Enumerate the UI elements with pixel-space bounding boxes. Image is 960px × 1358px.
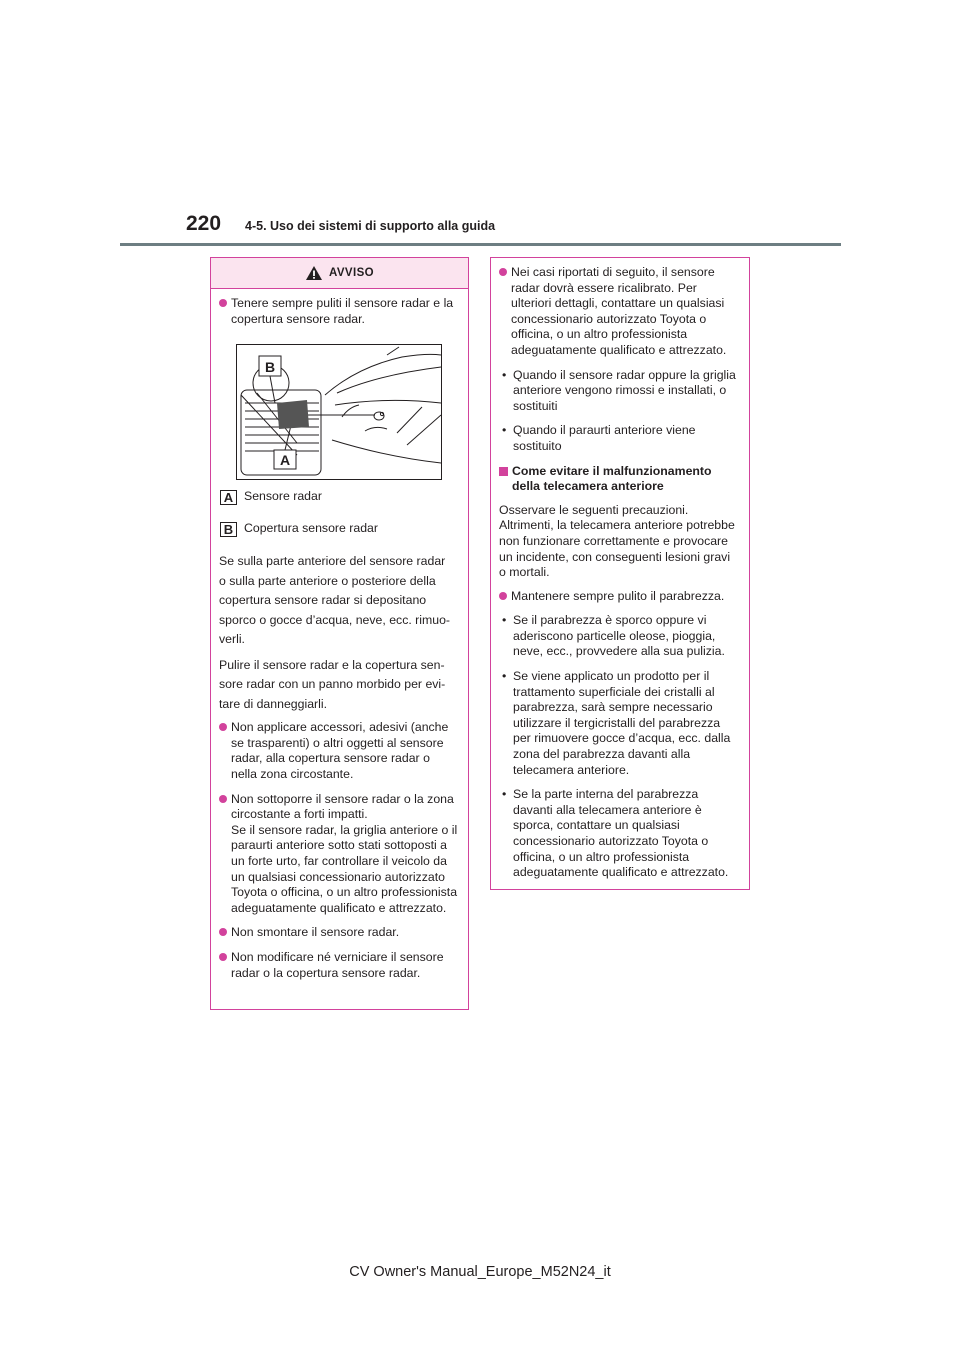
text-line: sore radar con un panno morbido per evi- bbox=[219, 677, 446, 692]
list-item: Nei casi riportati di seguito, il sensore radar dovrà essere ricalibrato. Per ulteriori dettagli, contattare un qualsiasi concessionario autorizzato Toyota o officina, o un altro professionista adeguatamente qualificato e attrezzato. bbox=[499, 265, 740, 359]
text-line: Se sulla parte anteriore del sensore radar bbox=[219, 554, 446, 569]
text-line: tare di danneggiarli. bbox=[219, 696, 328, 711]
subsection-heading: Come evitare il malfunzionamento della telecamera anteriore bbox=[499, 464, 740, 495]
callout-text-a: Sensore radar bbox=[244, 489, 322, 504]
list-item: Non applicare accessori, adesivi (anche se trasparenti) o altri oggetti al sensore radar, alla copertura sensore radar o nella zona circostante. bbox=[219, 720, 459, 782]
list-item: Non smontare il sensore radar. bbox=[219, 925, 459, 941]
warning-box bbox=[210, 257, 469, 1010]
warning-content-left bbox=[211, 289, 468, 996]
text-line: Se il sensore radar, la griglia anteriore o il paraurti anteriore sotto stati sottoposti a un forte urto, far controllare il veicolo da un qualsiasi concessionario autorizzato Toyota o officina, o un altro professionista adeguatamente qualificato e attrezzato. bbox=[231, 822, 458, 915]
warning-box-continued bbox=[490, 257, 750, 890]
list-item: • Se il parabrezza è sporco oppure vi aderiscono particelle oleose, pioggia, neve, ecc., provvedere alla sua pulizia. bbox=[499, 613, 740, 660]
callout-b bbox=[220, 520, 459, 538]
paragraph: Osservare le seguenti precauzioni. Altrimenti, la telecamera anteriore potrebbe non funzionare correttamente e provocare un incidente, con conseguenti lesioni gravi o mortali. bbox=[499, 502, 735, 580]
warning-content-right bbox=[491, 258, 749, 896]
list-item: • Quando il paraurti anteriore viene sostituito bbox=[499, 423, 740, 454]
text-line: copertura sensore radar si depositano bbox=[219, 593, 427, 608]
paragraph bbox=[219, 656, 459, 715]
list-item: Non modificare né verniciare il sensore radar o la copertura sensore radar. bbox=[219, 950, 459, 981]
list-item bbox=[219, 792, 459, 917]
text-line: verli. bbox=[219, 632, 245, 647]
callout-text-b: Copertura sensore radar bbox=[244, 521, 378, 536]
callout-badge-b: B bbox=[220, 522, 237, 537]
text-line: o sulla parte anteriore o posteriore della bbox=[219, 573, 436, 588]
warning-header bbox=[211, 258, 468, 289]
figure-label-b: B bbox=[264, 359, 276, 376]
callout-a bbox=[220, 488, 459, 506]
list-item: • Se la parte interna del parabrezza davanti alla telecamera anteriore è sporca, contattare un qualsiasi concessionario autorizzato Toyota o officina, o un altro professionista adeguatamente qualificato e attrezzato. bbox=[499, 787, 740, 881]
radar-sensor-figure bbox=[236, 344, 442, 480]
callout-badge-a: A bbox=[220, 490, 237, 505]
figure-label-a: A bbox=[279, 452, 291, 469]
list-item: Mantenere sempre pulito il parabrezza. bbox=[499, 589, 740, 605]
text-line: sporco o gocce d’acqua, neve, ecc. rimuo- bbox=[219, 612, 451, 627]
header-rule bbox=[120, 243, 841, 246]
warning-title: AVVISO bbox=[328, 267, 374, 279]
paragraph bbox=[219, 552, 459, 650]
list-item: • Se viene applicato un prodotto per il trattamento superficiale dei cristalli al parabrezza, sarà sempre necessario utilizzare il tergicristalli del parabrezza per rimuovere gocce d’acqua, ecc. dalla zona del parabrezza davanti alla telecamera anteriore. bbox=[499, 669, 740, 778]
text-line: Pulire il sensore radar e la copertura sen- bbox=[219, 657, 445, 672]
warning-triangle-icon bbox=[305, 265, 323, 281]
list-item: Tenere sempre puliti il sensore radar e la copertura sensore radar. bbox=[219, 296, 459, 327]
text-line: Non sottoporre il sensore radar o la zona circostante a forti impatti. bbox=[231, 791, 454, 822]
radar-sensor-illustration bbox=[237, 345, 441, 479]
list-item: • Quando il sensore radar oppure la griglia anteriore vengono rimossi e installati, o sostituiti bbox=[499, 368, 740, 415]
page-number: 220 bbox=[186, 212, 222, 235]
section-title: 4-5. Uso dei sistemi di supporto alla guida bbox=[245, 219, 496, 233]
footer: CV Owner's Manual_Europe_M52N24_it bbox=[349, 1264, 611, 1280]
